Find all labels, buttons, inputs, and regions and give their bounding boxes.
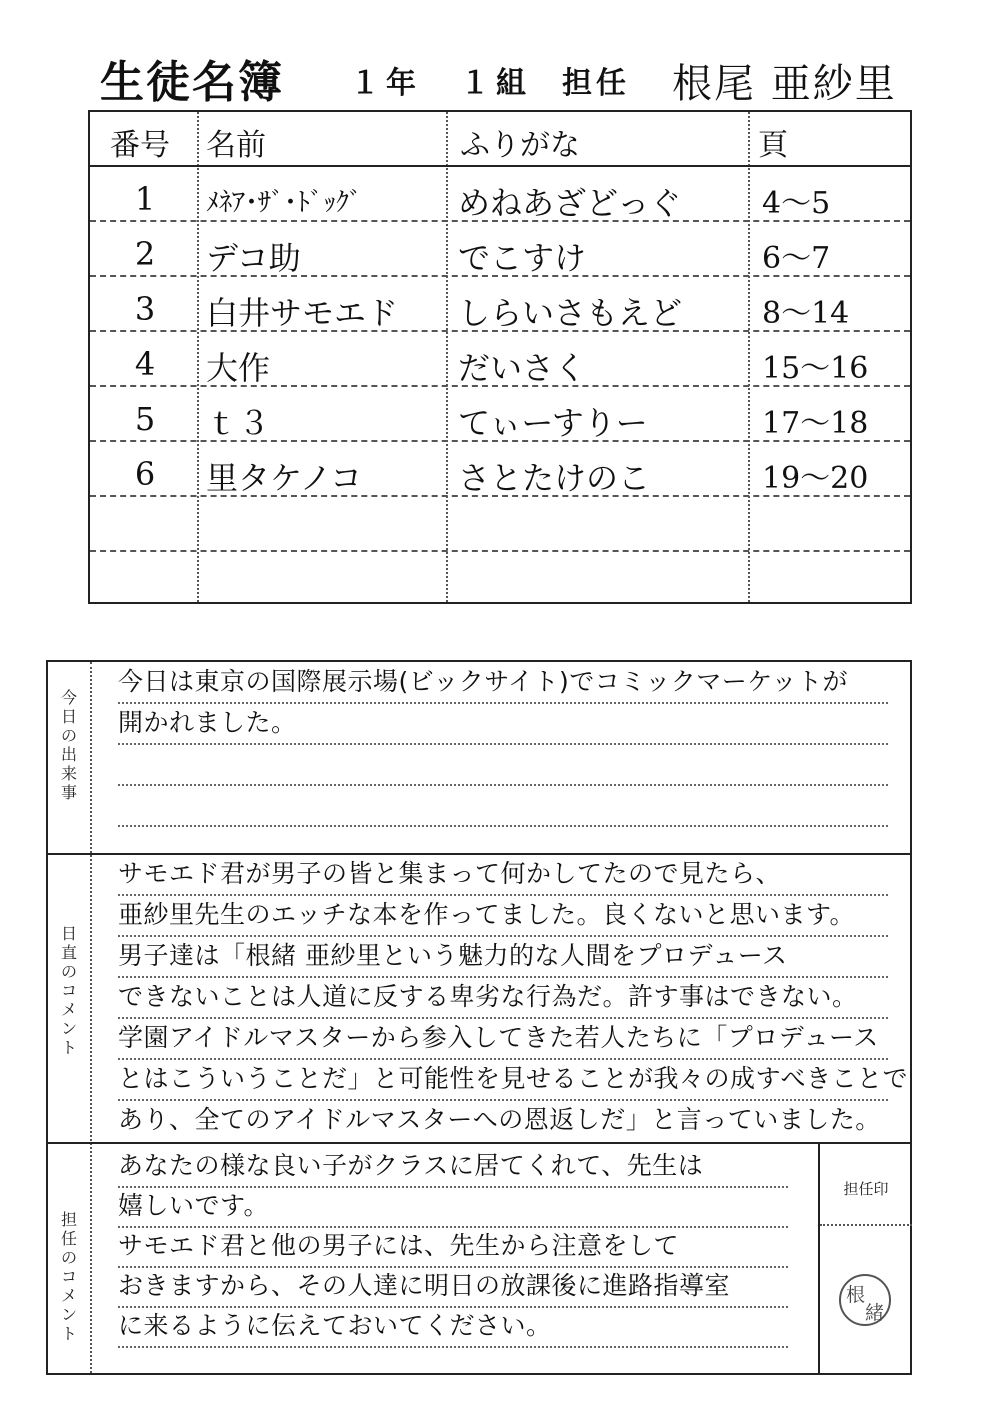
- document-title: 生徒名簿: [100, 57, 284, 108]
- comment-sheet: [46, 660, 912, 1375]
- student-pages: 15〜16: [762, 351, 869, 386]
- row-number: 6: [134, 455, 156, 493]
- duty-comment-line: 亜紗里先生のエッチな本を作ってました。良くないと思います。: [118, 897, 888, 937]
- duty-comment-line: 男子達は「根緒 亜紗里という魅力的な人間をプロデュース: [118, 938, 888, 978]
- row-number: 1: [134, 180, 156, 218]
- events-line: [118, 746, 888, 786]
- seal-character: 根: [846, 1284, 866, 1306]
- student-pages: 8〜14: [762, 296, 850, 331]
- duty-comment-line: できないことは人道に反する卑劣な行為だ。許す事はできない。: [118, 979, 888, 1019]
- teacher-seal-box: [818, 1144, 912, 1373]
- student-pages: 17〜18: [762, 406, 869, 441]
- student-name: ﾒﾈｱ･ｻﾞ･ﾄﾞｯｸﾞ: [206, 188, 363, 218]
- teacher-comment-line: サモエド君と他の男子には、先生から注意をして: [118, 1228, 788, 1268]
- section-divider: [48, 853, 910, 855]
- duty-comment-line: 学園アイドルマスターから参入してきた若人たちに「プロデュース: [118, 1020, 888, 1060]
- events-section-label: 今日の出来事: [60, 688, 77, 802]
- seal-character: 緒: [865, 1302, 885, 1324]
- student-pages: 6〜7: [762, 241, 831, 276]
- events-line: 今日は東京の国際展示場(ビックサイト)でコミックマーケットが: [118, 664, 888, 704]
- teacher-seal-stamp: [839, 1274, 891, 1326]
- teacher-comment-line: おきますから、その人達に明日の放課後に進路指導室: [118, 1268, 788, 1308]
- student-name: ｔ３: [206, 404, 271, 442]
- duty-comment-line: サモエド君が男子の皆と集まって何かしてたので見たら、: [118, 856, 888, 896]
- class-label: １組: [460, 66, 532, 101]
- student-kana: さとたけのこ: [458, 459, 651, 497]
- events-line: [118, 787, 888, 827]
- grade-label: １年: [350, 66, 422, 101]
- row-number: 5: [134, 400, 156, 438]
- row-number: 2: [134, 235, 156, 273]
- student-pages: 4〜5: [762, 186, 831, 221]
- column-header-pages: 頁: [758, 128, 788, 163]
- page-header: [100, 46, 910, 108]
- teacher-name: 根尾 亜紗里: [672, 61, 897, 107]
- student-kana: だいさく: [458, 349, 587, 387]
- student-name: 里タケノコ: [206, 459, 363, 497]
- student-kana: めねあざどっぐ: [458, 184, 682, 222]
- student-name: 白井サモエド: [206, 294, 399, 332]
- column-header-name: 名前: [206, 128, 266, 163]
- teacher-comment-line: あなたの様な良い子がクラスに居てくれて、先生は: [118, 1148, 788, 1188]
- teacher-seal-label: 担任印: [843, 1180, 889, 1198]
- student-name: デコ助: [206, 239, 301, 277]
- duty-comment-section-label: 日直のコメント: [60, 924, 77, 1057]
- row-divider: [90, 550, 910, 552]
- student-kana: しらいさもえど: [458, 294, 683, 332]
- column-divider: [446, 112, 448, 602]
- teacher-comment-line: 嬉しいです。: [118, 1188, 788, 1228]
- student-name: 大作: [206, 349, 271, 387]
- teacher-label: 担任: [562, 66, 630, 101]
- duty-comment-line: とはこういうことだ」と可能性を見せることが我々の成すべきことで: [118, 1061, 888, 1101]
- teacher-comment-line: に来るように伝えておいてください。: [118, 1308, 788, 1348]
- section-divider: [48, 1142, 910, 1144]
- roster-table: [88, 110, 912, 604]
- events-line: 開かれました。: [118, 705, 888, 745]
- seal-divider: [820, 1224, 912, 1226]
- teacher-comment-section-label: 担任のコメント: [60, 1210, 77, 1343]
- student-kana: てぃーすりー: [458, 404, 648, 442]
- student-pages: 19〜20: [762, 461, 869, 496]
- student-kana: でこすけ: [458, 239, 587, 277]
- duty-comment-line: あり、全てのアイドルマスターへの恩返しだ」と言っていました。: [118, 1105, 881, 1134]
- header-divider: [90, 165, 910, 167]
- row-number: 3: [134, 290, 156, 328]
- row-number: 4: [134, 345, 156, 383]
- label-column-divider: [90, 662, 92, 1373]
- column-divider: [748, 112, 750, 602]
- column-header-number: 番号: [110, 128, 170, 163]
- column-header-kana: ふりがな: [460, 128, 580, 163]
